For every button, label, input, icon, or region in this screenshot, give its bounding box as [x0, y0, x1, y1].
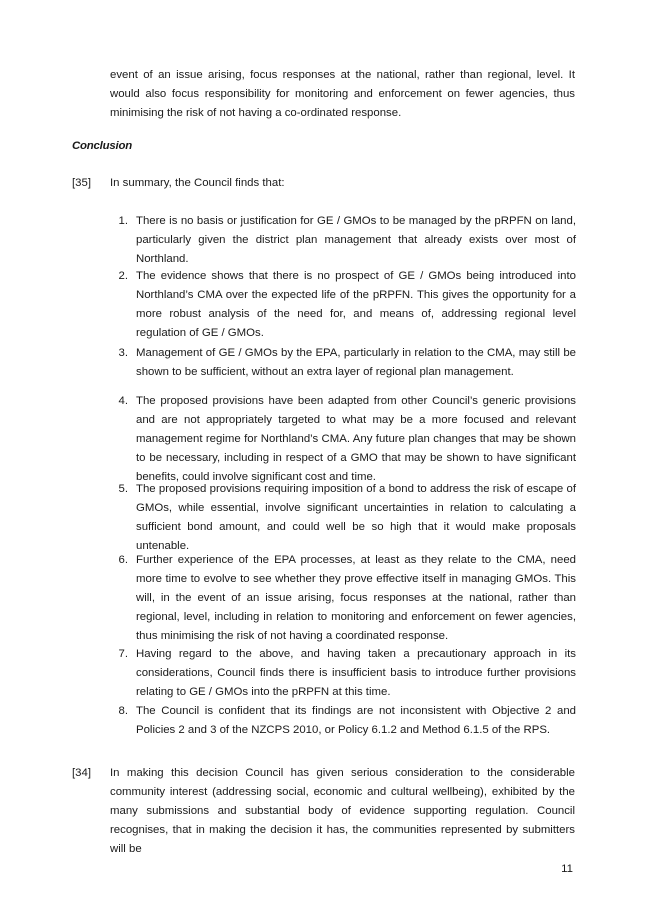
finding-number: 4. — [118, 395, 128, 407]
finding-number: 1. — [118, 215, 128, 227]
finding-text: The proposed provisions have been adapted from other Council’s generic provisions and are not appropriately targeted to what may be a more focused and relevant management regime for Northland’s CMA. Any future plan changes that may be shown to be necessary, including in respect of a GMO that may be shown to have significant benefits, could involve significant cost and time. — [136, 395, 576, 483]
paragraph-35-text: In summary, the Council finds that: — [110, 177, 285, 189]
intro-paragraph: event of an issue arising, focus responses at the national, rather than regional, level. It would also focus responsibility for monitoring and enforcement on fewer agencies, thus minimising the risk of not having a co-ordinated response. — [110, 69, 575, 119]
finding-text: Having regard to the above, and having taken a precautionary approach in its considerations, Council finds there is insufficient basis to introduce further provisions relating to GE / GMOs into the pRPFN at this time. — [136, 648, 576, 698]
finding-text: The Council is confident that its findings are not inconsistent with Objective 2 and Policies 2 and 3 of the NZCPS 2010, or Policy 6.1.2 and Method 6.1.5 of the RPS. — [136, 705, 576, 736]
page-number: 11 — [561, 863, 573, 875]
paragraph-number-34: [34] — [72, 767, 91, 779]
finding-number: 2. — [118, 270, 128, 282]
finding-text: The proposed provisions requiring imposition of a bond to address the risk of escape of GMOs, while essential, involve significant uncertainties in relation to calculating a sufficient bond amount, and could well be so high that it would make proposals untenable. — [136, 483, 576, 552]
finding-number: 7. — [118, 648, 128, 660]
finding-number: 3. — [118, 347, 128, 359]
finding-number: 8. — [118, 705, 128, 717]
finding-number: 6. — [118, 554, 128, 566]
finding-text: Further experience of the EPA processes, at least as they relate to the CMA, need more time to evolve to see whether they prove effective itself in managing GMOs. This will, in the event of an issue arising, focus responses at the national, rather than regional, level, including in relation to monitoring and enforcement on fewer agencies, thus minimising the risk of not having a coordinated response. — [136, 554, 576, 642]
finding-number: 5. — [118, 483, 128, 495]
paragraph-number-35: [35] — [72, 177, 91, 189]
finding-text: Management of GE / GMOs by the EPA, particularly in relation to the CMA, may still be shown to be sufficient, without an extra layer of regional plan management. — [136, 347, 576, 378]
paragraph-34-text: In making this decision Council has given serious consideration to the considerable community interest (addressing social, economic and cultural wellbeing), exhibited by the many submissions and substantial body of evidence supporting regulation. Council recognises, that in making the decision it has, the communities represented by submitters will be — [110, 767, 575, 855]
conclusion-heading: Conclusion — [72, 140, 133, 152]
finding-text: The evidence shows that there is no prospect of GE / GMOs being introduced into Northland’s CMA over the expected life of the pRPFN. This gives the opportunity for a more robust analysis of the need for, and means of, addressing regional level regulation of GE / GMOs. — [136, 270, 576, 339]
finding-text: There is no basis or justification for GE / GMOs to be managed by the pRPFN on land, particularly given the district plan management that already exists over most of Northland. — [136, 215, 576, 265]
